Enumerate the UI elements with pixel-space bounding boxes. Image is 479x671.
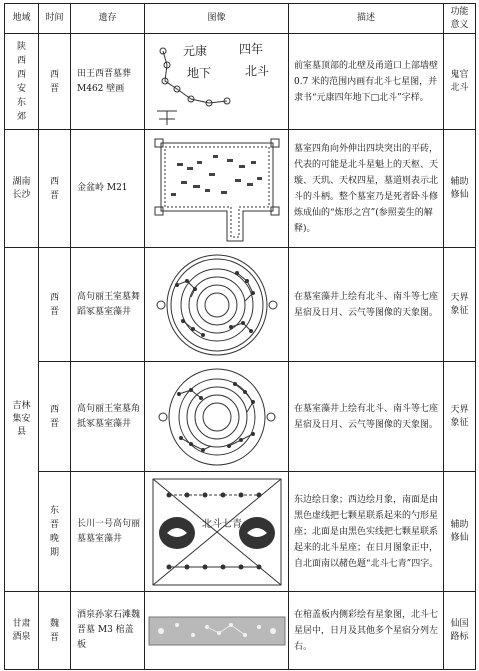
- header-time: 时间: [39, 4, 71, 34]
- table-row: [5, 362, 476, 472]
- region-cell: 吉林集安县: [5, 248, 39, 592]
- function-cell: 辅助修仙: [444, 472, 476, 592]
- site-cell: 长川一号高句丽墓墓室藻井: [71, 472, 145, 592]
- mural-inscription-a: 元康: [182, 43, 207, 58]
- desc-cell: 在墓室藻井上绘有北斗、南斗等七座星宿及日月、云气等图像的天象图。: [289, 362, 444, 472]
- comparison-table: [4, 3, 476, 670]
- time-cell: 西晋: [39, 248, 71, 362]
- ceiling-inscription: 北斗七青: [201, 518, 242, 530]
- ceiling-star-map-image: [147, 475, 287, 589]
- celestial-ceiling-image: [147, 364, 287, 470]
- mural-inscription-b: 四年: [238, 41, 263, 56]
- function-cell: 仙国路标: [444, 592, 476, 670]
- table-row: [5, 472, 476, 592]
- header-function: 功能意义: [444, 4, 476, 34]
- coffin-lid-painting-image: [147, 611, 287, 651]
- time-cell: 西晋: [39, 362, 71, 472]
- desc-cell: 前室墓顶部的北壁及甬道口上部墙壁0.7 米的范围内画有北斗七星图，并隶书“元康四年地下□北斗”字样。: [289, 34, 444, 130]
- desc-cell: 在墓室藻井上绘有北斗、南斗等七座星宿及日月、云气等图像的天象图。: [289, 248, 444, 362]
- desc-cell: 墓室四角向外伸出四块突出的平砖，代表的可能是北斗星魁上的天枢、天璇、天玑、天权四星，墓道则表示北斗的斗柄。整个墓室乃是死者卧斗修炼成仙的“炼形之宫”(参照姜生的解释)。: [289, 130, 444, 248]
- region-cell: 陕西西安东郊: [5, 34, 39, 130]
- table-row: [5, 130, 476, 248]
- site-cell: 田王西晋墓葬 M462 壁画: [71, 34, 145, 130]
- table-row: [5, 592, 476, 670]
- function-cell: 辅助修仙: [444, 130, 476, 248]
- image-cell: [145, 130, 289, 248]
- image-cell: [145, 362, 289, 472]
- header-row: [5, 4, 476, 34]
- header-site: 遗存: [71, 4, 145, 34]
- region-cell: 甘肃酒泉: [5, 592, 39, 670]
- celestial-ceiling-image: [147, 251, 287, 359]
- site-cell: 高句丽王室墓舞蹈冢墓室藻井: [71, 248, 145, 362]
- desc-cell: 东边绘日象；西边绘月象，南面是由黑色虚线把七颗星联系起来的勺形星座；北面是由黑色实线把七颗星联系起来的北斗星座；在日月图象正中，自北面南以赭色题“北斗七青”四字。: [289, 472, 444, 592]
- image-cell: [145, 34, 289, 130]
- time-cell: 西晋: [39, 130, 71, 248]
- site-cell: 酒泉孙家石滩魏晋墓 M3 棺盖板: [71, 592, 145, 670]
- mural-inscription-d: 北斗: [244, 63, 269, 78]
- table-row: [5, 34, 476, 130]
- header-region: 地域: [5, 4, 39, 34]
- function-cell: 天界象征: [444, 248, 476, 362]
- header-desc: 描述: [289, 4, 444, 34]
- function-cell: 天界象征: [444, 362, 476, 472]
- desc-cell: 在棺盖板内侧彩绘有星象图，北斗七星居中，日月及其他多个星宿分列左右。: [289, 592, 444, 670]
- time-cell: 东晋晚期: [39, 472, 71, 592]
- image-cell: [145, 472, 289, 592]
- mural-inscription-c: 地下: [186, 65, 211, 80]
- time-cell: 魏晋: [39, 592, 71, 670]
- time-cell: 西晋: [39, 34, 71, 130]
- site-cell: 金盆岭 M21: [71, 130, 145, 248]
- tomb-plan-image: [147, 133, 287, 245]
- image-cell: [145, 248, 289, 362]
- function-cell: 鬼官北斗: [444, 34, 476, 130]
- header-image: 图像: [145, 4, 289, 34]
- table-row: [5, 248, 476, 362]
- big-dipper-mural-image: [147, 37, 287, 127]
- image-cell: [145, 592, 289, 670]
- site-cell: 高句丽王室墓角抵冢墓室藻井: [71, 362, 145, 472]
- region-cell: 湖南长沙: [5, 130, 39, 248]
